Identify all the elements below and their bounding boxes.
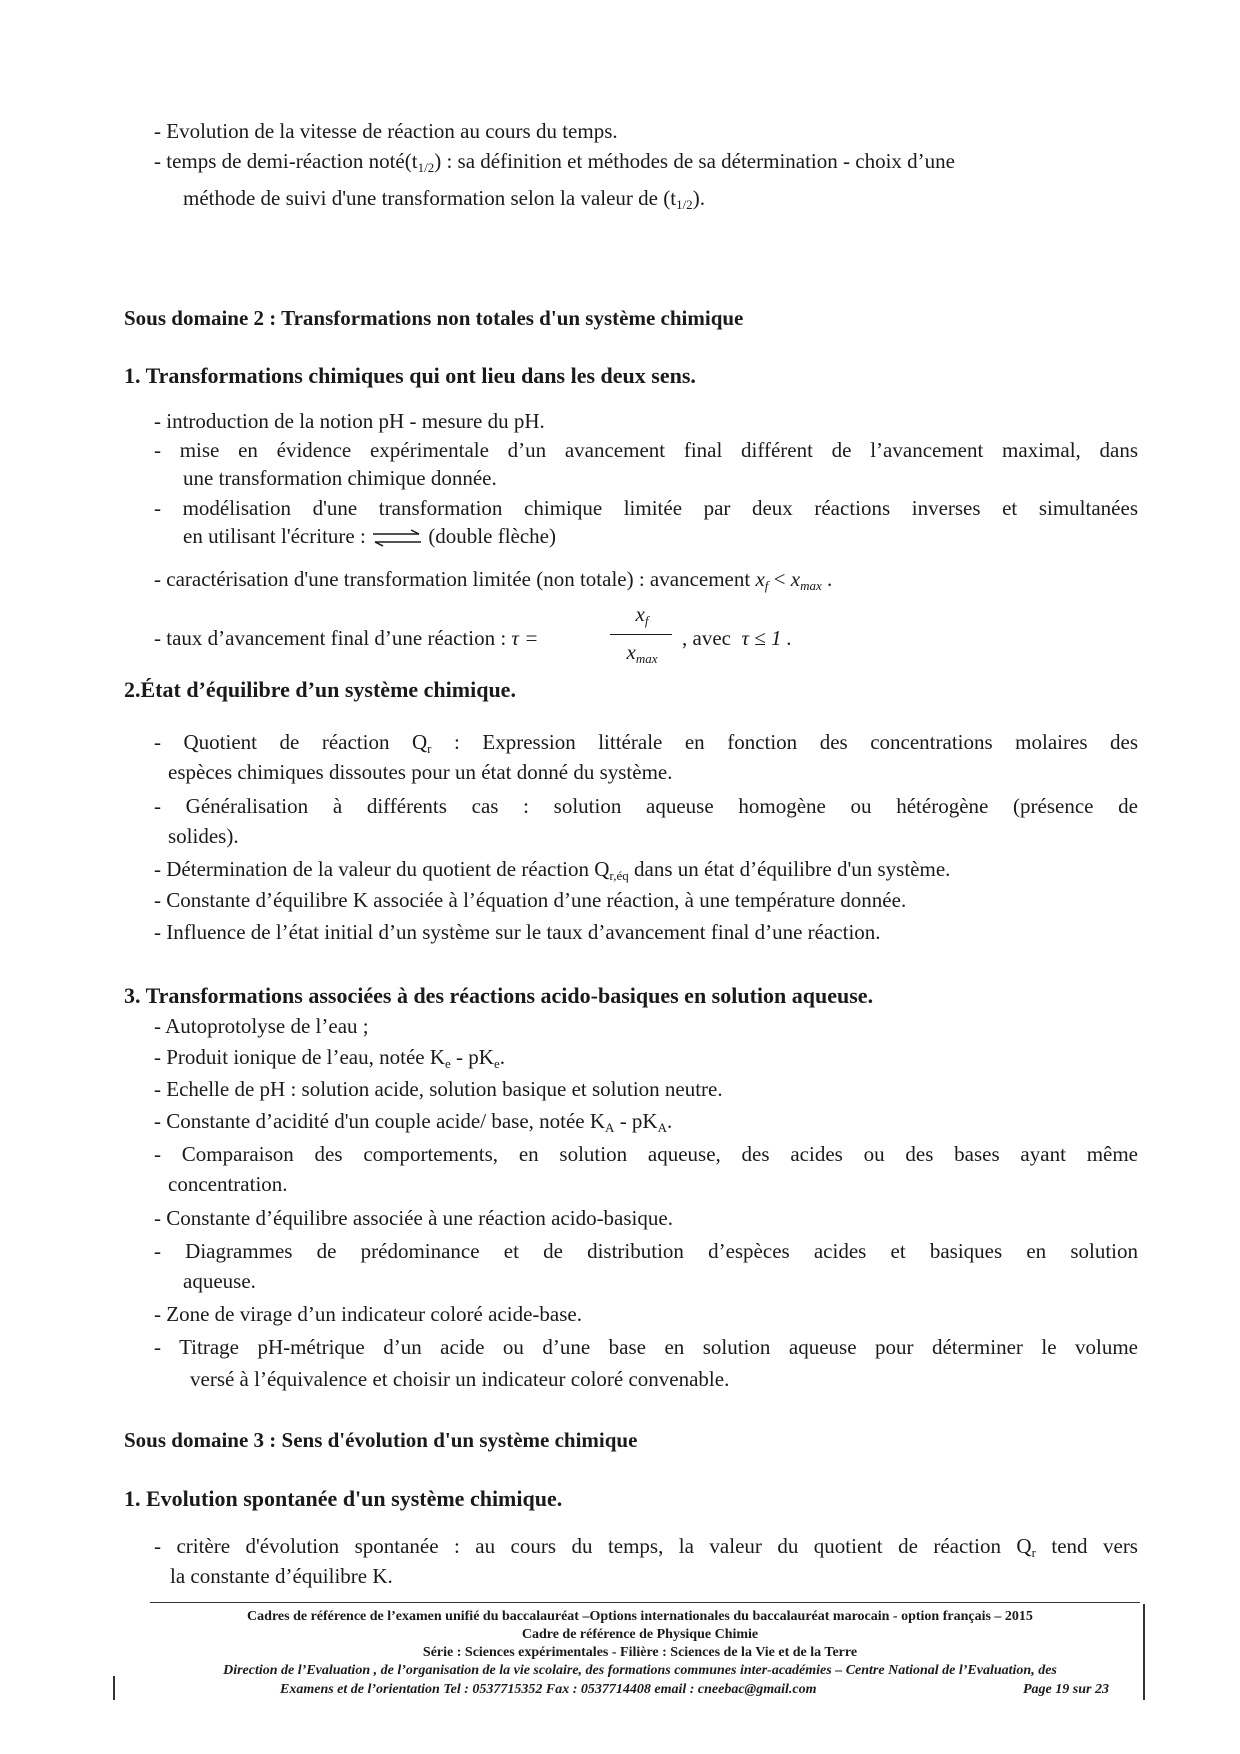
text-part: dans un état d’équilibre d'un système. [628, 857, 951, 881]
item-influence-etat-initial: - Influence de l’état initial d’un système sur le taux d’avancement final d’une réaction. [154, 920, 881, 944]
item-titrage-cont: versé à l’équivalence et choisir un indicateur coloré convenable. [190, 1367, 730, 1391]
text-part: (double flèche) [428, 524, 556, 548]
item-notion-ph: - introduction de la notion pH - mesure du pH. [154, 409, 545, 433]
subscript: r,éq [609, 868, 629, 883]
subscript: max [635, 651, 658, 666]
footer-rule [150, 1602, 1140, 1603]
subscript: A [605, 1120, 615, 1135]
item-temps-demi-reaction [154, 147, 955, 175]
text-part: - pK [614, 1109, 658, 1133]
footer-line-3: Série : Sciences expérimentales - Filière : Sciences de la Vie et de la Terre [422, 1645, 858, 1660]
item-critere-evolution-cont: la constante d’équilibre K. [170, 1564, 393, 1588]
text-part: - critère d'évolution spontanée : au cours du temps, la valeur du quotient de réaction Q [154, 1534, 1032, 1558]
heading-section-3: 3. Transformations associées à des réactions acido-basiques en solution aqueuse. [124, 983, 874, 1008]
math-text: x [790, 567, 801, 591]
item-generalisation: - Généralisation à différents cas : solution aqueuse homogène ou hétérogène (présence de [154, 794, 1138, 818]
footer-line-5: Examens et de l’orientation Tel : 0537715352 Fax : 0537714408 email : cneebac@gmail.com [280, 1682, 817, 1697]
text-part: - Détermination de la valeur du quotient de réaction Q [154, 857, 610, 881]
text-part: : Expression littérale en fonction des concentrations molaires des [431, 730, 1139, 754]
item-echelle-ph: - Echelle de pH : solution acide, solution basique et solution neutre. [154, 1077, 723, 1101]
math-text: . [821, 567, 833, 591]
item-taux-avancement [154, 624, 538, 652]
item-comparaison-cont: concentration. [168, 1172, 288, 1196]
text-part: - pK [450, 1045, 494, 1069]
item-evolution-vitesse: - Evolution de la vitesse de réaction au cours du temps. [154, 119, 618, 143]
heading-sous-domaine-2: Sous domaine 2 : Transformations non totales d'un système chimique [124, 306, 744, 330]
text-part: : sa définition et méthodes de sa détermination - choix d’une [446, 149, 955, 173]
heading-section-1: 1. Transformations chimiques qui ont lieu dans les deux sens. [124, 363, 696, 388]
page-number: Page 19 sur 23 [1023, 1682, 1109, 1697]
item-diagrammes-cont: aqueuse. [183, 1269, 256, 1293]
heading-sd3-section-1: 1. Evolution spontanée d'un système chimique. [124, 1486, 563, 1511]
footer-line-1: Cadres de référence de l’examen unifié du baccalauréat –Options internationales du baccalauréat marocain - option français – 2015 [247, 1609, 1033, 1624]
item-critere-evolution [154, 1532, 1138, 1560]
subscript: 1/2 [417, 160, 435, 175]
item-constante-acido-basique: - Constante d’équilibre associée à une réaction acido-basique. [154, 1206, 673, 1230]
symbol-text: ) [434, 149, 442, 173]
math-condition: τ ≤ 1 . [741, 626, 793, 650]
item-constante-equilibre: - Constante d’équilibre K associée à l’équation d’une réaction, à une température donnée. [154, 888, 907, 912]
double-arrow-icon [371, 529, 423, 547]
heading-section-2: 2.État d’équilibre d’un système chimique. [124, 677, 516, 702]
item-taux-condition [682, 624, 792, 652]
symbol-text: ) [692, 186, 700, 210]
item-quotient-reaction [154, 728, 1138, 756]
fraction-numerator [612, 602, 672, 626]
symbol-t-half [405, 149, 441, 173]
subscript: A [657, 1120, 667, 1135]
item-titrage: - Titrage pH-métrique d’un acide ou d’une base en solution aqueuse pour déterminer le volume [154, 1335, 1138, 1359]
math-text: x [626, 640, 636, 664]
subscript: 1/2 [676, 197, 693, 212]
text-part: - Produit ionique de l’eau, notée K [154, 1045, 446, 1069]
item-diagrammes: - Diagrammes de prédominance et de distribution d’espèces acides et basiques en solution [154, 1239, 1138, 1263]
subscript: f [644, 613, 649, 628]
math-operator: < [768, 567, 791, 591]
text-part: - temps de demi-réaction noté [154, 149, 405, 173]
text-part: tend vers [1035, 1534, 1138, 1558]
fraction-denominator [612, 640, 672, 664]
math-tau: τ = [511, 626, 539, 650]
margin-bar-left [113, 1676, 115, 1700]
item-modelisation-cont [183, 522, 556, 550]
item-methode-suivi [183, 184, 705, 212]
subscript: e [493, 1056, 500, 1071]
item-mise-en-evidence-cont: une transformation chimique donnée. [183, 466, 497, 490]
subscript: f [764, 578, 769, 593]
symbol-t-half [663, 186, 699, 210]
math-xf [755, 567, 768, 591]
text-part: . [667, 1109, 673, 1133]
math-xmax [791, 567, 822, 591]
item-quotient-reaction-cont: espèces chimiques dissoutes pour un état donné du système. [168, 760, 673, 784]
item-constante-acidite [154, 1107, 672, 1135]
footer-line-4: Direction de l’Evaluation , de l’organisation de la vie scolaire, des formations communes inter-académies – Centre National de l’Evaluation, des [223, 1663, 1057, 1678]
item-generalisation-cont: solides). [168, 824, 239, 848]
text-part: , avec [682, 626, 731, 650]
text-part: méthode de suivi d'une transformation selon la valeur de [183, 186, 658, 210]
subscript: r [427, 741, 432, 756]
subscript: r [1031, 1545, 1036, 1560]
item-caracterisation [154, 565, 832, 593]
text-part: - taux d’avancement final d’une réaction : [154, 626, 507, 650]
item-determination-quotient [154, 855, 950, 883]
text-part: en utilisant l'écriture : [183, 524, 366, 548]
symbol-text: (t [404, 149, 418, 173]
fraction-bar [610, 634, 672, 635]
item-zone-virage: - Zone de virage d’un indicateur coloré acide-base. [154, 1302, 582, 1326]
item-autoprotolyse: - Autoprotolyse de l’eau ; [154, 1014, 369, 1038]
item-modelisation: - modélisation d'une transformation chimique limitée par deux réactions inverses et simultanées [154, 496, 1138, 520]
text-part: - Quotient de réaction Q [154, 730, 428, 754]
math-text: x [755, 567, 765, 591]
math-text: x [635, 602, 645, 626]
text-part: - caractérisation d'une transformation limitée (non totale) : avancement [154, 567, 751, 591]
text-part: - Constante d’acidité d'un couple acide/ base, notée K [154, 1109, 606, 1133]
item-comparaison: - Comparaison des comportements, en solution aqueuse, des acides ou des bases ayant même [154, 1142, 1138, 1166]
item-mise-en-evidence: - mise en évidence expérimentale d’un avancement final différent de l’avancement maximal, dans [154, 438, 1138, 462]
footer-line-2: Cadre de référence de Physique Chimie [521, 1627, 759, 1642]
heading-sous-domaine-3: Sous domaine 3 : Sens d'évolution d'un système chimique [124, 1428, 638, 1452]
text-part: . [699, 186, 705, 210]
subscript: e [445, 1056, 451, 1071]
margin-bar-right [1143, 1604, 1145, 1700]
symbol-text: (t [663, 186, 677, 210]
subscript: max [800, 578, 822, 593]
item-produit-ionique [154, 1043, 505, 1071]
text-part: . [499, 1045, 505, 1069]
